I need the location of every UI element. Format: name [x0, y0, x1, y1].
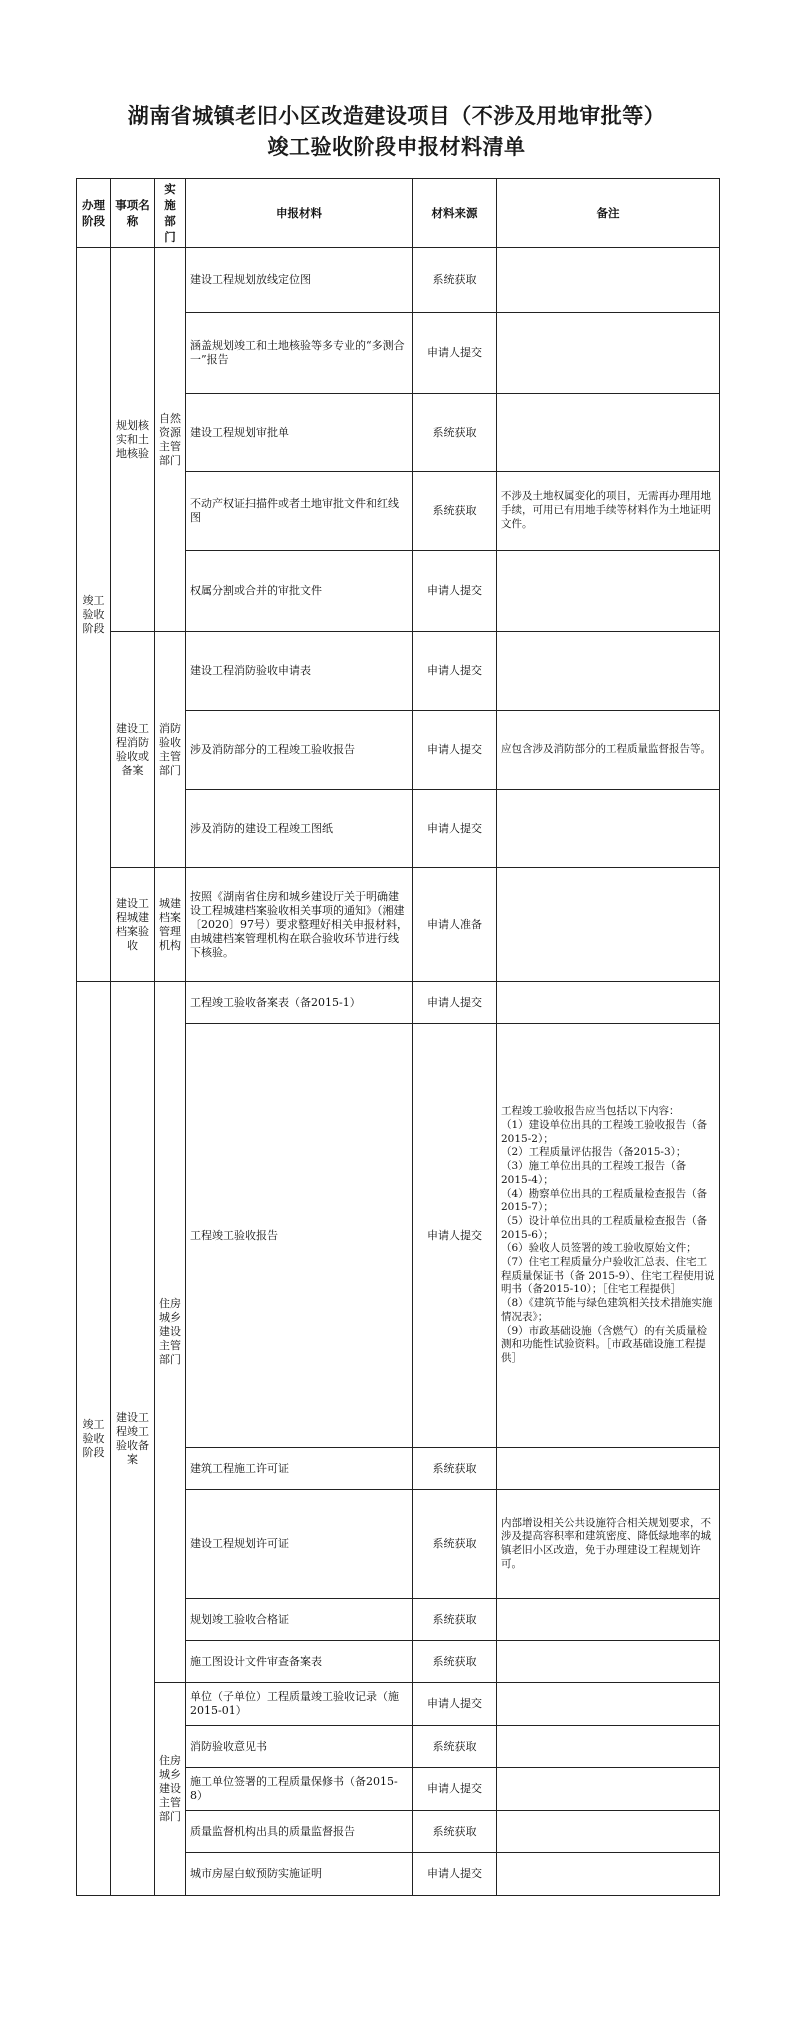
material-cell: 工程竣工验收报告 [186, 1024, 413, 1448]
item-cell: 建设工程竣工验收备案 [111, 982, 155, 1896]
header-item: 事项名称 [111, 179, 155, 248]
remark-cell [497, 551, 720, 632]
remark-cell [497, 313, 720, 394]
source-cell: 申请人提交 [413, 551, 497, 632]
source-cell: 申请人提交 [413, 1853, 497, 1896]
remark-line: （7）住宅工程质量分户验收汇总表、住宅工程质量保证书（备 2015-9）、住宅工程使用说明书（备2015-10）；［住宅工程提供］ [501, 1256, 715, 1296]
remark-cell [497, 1599, 720, 1641]
remark-cell [497, 790, 720, 868]
source-cell: 系统获取 [413, 1641, 497, 1683]
document-title [0, 100, 793, 162]
header-dept: 实施部门 [155, 179, 186, 248]
table-row [77, 868, 720, 982]
remark-cell [497, 1726, 720, 1768]
material-cell: 按照《湖南省住房和城乡建设厅关于明确建设工程城建档案验收相关事项的通知》（湘建〔2020〕97号）要求整理好相关申报材料，由城建档案管理机构在联合验收环节进行线下核验。 [186, 868, 413, 982]
dept-cell: 消防验收主管部门 [155, 632, 186, 868]
source-cell: 系统获取 [413, 1726, 497, 1768]
title-line-1: 湖南省城镇老旧小区改造建设项目（不涉及用地审批等） [127, 103, 666, 128]
remark-cell: 应包含涉及消防部分的工程质量监督报告等。 [497, 711, 720, 790]
material-cell: 城市房屋白蚁预防实施证明 [186, 1853, 413, 1896]
remark-cell [497, 1024, 720, 1448]
material-cell: 建设工程规划审批单 [186, 394, 413, 472]
material-cell: 涵盖规划竣工和土地核验等多专业的“多测合一”报告 [186, 313, 413, 394]
item-cell: 建设工程消防验收或备案 [111, 632, 155, 868]
dept-cell: 住房城乡建设主管部门 [155, 982, 186, 1683]
remark-line: （8）《建筑节能与绿色建筑相关技术措施实施情况表》； [501, 1297, 713, 1323]
source-cell: 申请人提交 [413, 790, 497, 868]
remark-line: （1）建设单位出具的工程竣工验收报告（备2015-2）； [501, 1119, 708, 1145]
material-cell: 建筑工程施工许可证 [186, 1448, 413, 1490]
material-cell: 建设工程规划许可证 [186, 1490, 413, 1599]
remark-cell [497, 982, 720, 1024]
material-cell: 施工图设计文件审查备案表 [186, 1641, 413, 1683]
source-cell: 系统获取 [413, 1811, 497, 1853]
table-row [77, 1683, 720, 1726]
remark-cell [497, 1448, 720, 1490]
source-cell: 系统获取 [413, 1448, 497, 1490]
source-cell: 申请人提交 [413, 711, 497, 790]
table-header-row [77, 179, 720, 248]
material-cell: 规划竣工验收合格证 [186, 1599, 413, 1641]
item-cell: 建设工程城建档案验收 [111, 868, 155, 982]
dept-cell: 城建档案管理机构 [155, 868, 186, 982]
header-remark: 备注 [497, 179, 720, 248]
header-stage: 办理阶段 [77, 179, 111, 248]
material-cell: 消防验收意见书 [186, 1726, 413, 1768]
source-cell: 系统获取 [413, 1599, 497, 1641]
remark-cell [497, 394, 720, 472]
material-cell: 权属分割或合并的审批文件 [186, 551, 413, 632]
materials-table [76, 178, 720, 1896]
remark-cell [497, 1811, 720, 1853]
remark-cell [497, 868, 720, 982]
material-cell: 涉及消防部分的工程竣工验收报告 [186, 711, 413, 790]
source-cell: 申请人提交 [413, 1683, 497, 1726]
table-row [77, 248, 720, 313]
material-cell: 建设工程规划放线定位图 [186, 248, 413, 313]
material-cell: 建设工程消防验收申请表 [186, 632, 413, 711]
remark-line: 工程竣工验收报告应当包括以下内容： [501, 1105, 680, 1118]
table-row [77, 982, 720, 1024]
remark-cell [497, 1853, 720, 1896]
title-line-2: 竣工验收阶段申报材料清单 [267, 134, 526, 159]
material-cell: 单位（子单位）工程质量竣工验收记录（施2015-01） [186, 1683, 413, 1726]
material-cell: 不动产权证扫描件或者土地审批文件和红线图 [186, 472, 413, 551]
material-cell: 工程竣工验收备案表（备2015-1） [186, 982, 413, 1024]
stage-cell: 竣工验收阶段 [77, 248, 111, 982]
stage-cell: 竣工验收阶段 [77, 982, 111, 1896]
remark-cell [497, 632, 720, 711]
remark-line: （9）市政基础设施（含燃气）的有关质量检测和功能性试验资料。［市政基础设施工程提供］ [501, 1324, 708, 1364]
source-cell: 申请人提交 [413, 982, 497, 1024]
source-cell: 系统获取 [413, 472, 497, 551]
remark-cell [497, 248, 720, 313]
remark-line: （5）设计单位出具的工程质量检查报告（备2015-6）； [501, 1214, 708, 1241]
source-cell: 申请人提交 [413, 313, 497, 394]
remark-line: （4）勘察单位出具的工程质量检查报告（备2015-7）； [501, 1187, 708, 1214]
remark-line: （6）验收人员签署的竣工验收原始文件； [501, 1242, 697, 1255]
remark-cell [497, 1641, 720, 1683]
remark-cell [497, 1768, 720, 1811]
header-source: 材料来源 [413, 179, 497, 248]
remark-line: （3）施工单位出具的工程竣工报告（备2015-4）； [501, 1160, 687, 1186]
remark-line: （2）工程质量评估报告（备2015-3）； [501, 1146, 687, 1159]
source-cell: 申请人提交 [413, 1024, 497, 1448]
remark-cell [497, 1683, 720, 1726]
remark-cell: 内部增设相关公共设施符合相关规划要求，不涉及提高容积率和建筑密度、降低绿地率的城镇老旧小区改造，免于办理建设工程规划许可。 [497, 1490, 720, 1599]
source-cell: 申请人准备 [413, 868, 497, 982]
header-material: 申报材料 [186, 179, 413, 248]
source-cell: 系统获取 [413, 248, 497, 313]
remark-cell: 不涉及土地权属变化的项目，无需再办理用地手续，可用已有用地手续等材料作为土地证明文件。 [497, 472, 720, 551]
source-cell: 系统获取 [413, 394, 497, 472]
table-row [77, 632, 720, 711]
dept-cell: 住房城乡建设主管部门 [155, 1683, 186, 1896]
material-cell: 涉及消防的建设工程竣工图纸 [186, 790, 413, 868]
source-cell: 系统获取 [413, 1490, 497, 1599]
material-cell: 质量监督机构出具的质量监督报告 [186, 1811, 413, 1853]
material-cell: 施工单位签署的工程质量保修书（备2015-8） [186, 1768, 413, 1811]
source-cell: 申请人提交 [413, 1768, 497, 1811]
item-cell: 规划核实和土地核验 [111, 248, 155, 632]
dept-cell: 自然资源主管部门 [155, 248, 186, 632]
source-cell: 申请人提交 [413, 632, 497, 711]
